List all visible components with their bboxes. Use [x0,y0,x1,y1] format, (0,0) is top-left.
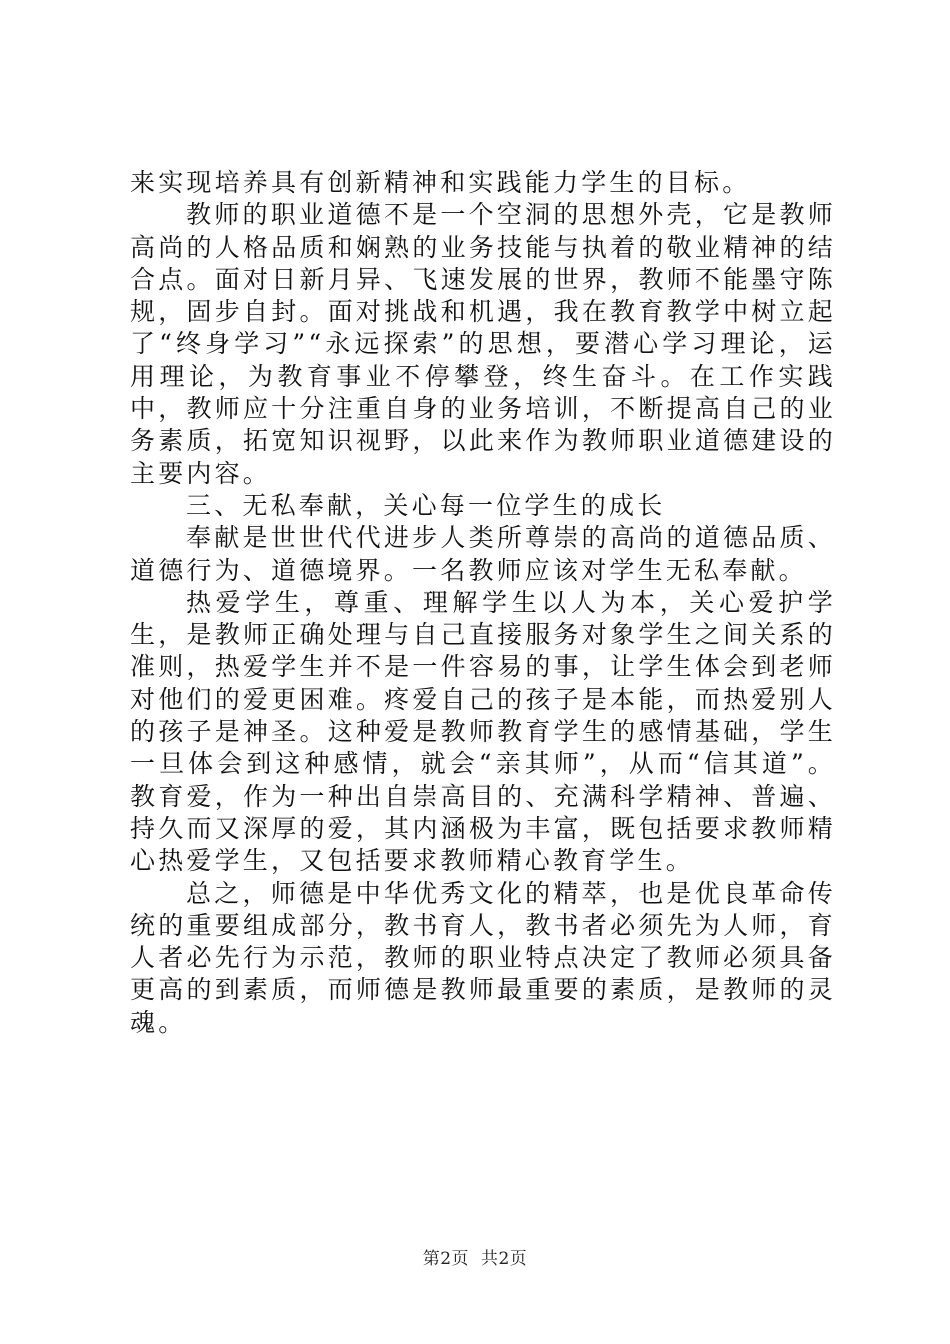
paragraph-continuation: 来实现培养具有创新精神和实践能力学生的目标。 [130,168,751,197]
paragraph-professional-ethics: 教师的职业道德不是一个空洞的思想外壳，它是教师高尚的人格品质和娴熟的业务技能与执着的敬业精神的结合点。面对日新月异、飞速发展的世界，教师不能墨守陈规，固步自封。面对挑战和机遇，我在教育教学中树立起了“终身学习”“永远探索”的思想，要潜心学习理论，运用理论，为教育事业不停攀登，终生奋斗。在工作实践中，教师应十分注重自身的业务培训，不断提高自己的业务素质，拓宽知识视野，以此来作为教师职业道德建设的主要内容。 [130,200,836,488]
section-heading-selfless-dedication: 三、无私奉献，关心每一位学生的成长 [186,490,666,520]
paragraph-dedication: 奉献是世世代代进步人类所尊崇的高尚的道德品质、道德行为、道德境界。一名教师应该对学生无私奉献。 [130,523,836,585]
paragraph-love-students: 热爱学生，尊重、理解学生以人为本，关心爱护学生，是教师正确处理与自己直接服务对象学生之间关系的准则，热爱学生并不是一件容易的事，让学生体会到老师对他们的爱更困难。疼爱自己的孩子是本能，而热爱别人的孩子是神圣。这种爱是教师教育学生的感情基础，学生一旦体会到这种感情，就会“亲其师”，从而“信其道”。教育爱，作为一种出自崇高目的、充满科学精神、普遍、持久而又深厚的爱，其内涵极为丰富，既包括要求教师精心热爱学生，又包括要求教师精心教育学生。 [130,587,836,876]
page-number: 第2页 [422,1249,470,1269]
paragraph-conclusion: 总之，师德是中华优秀文化的精萃，也是优良革命传统的重要组成部分，教书育人，教书者必须先为人师，育人者必先行为示范，教师的职业特点决定了教师必须具备更高的到素质，而师德是教师最重要的素质，是教师的灵魂。 [130,878,836,1037]
document-body [130,167,836,1039]
page-total: 共2页 [480,1249,528,1269]
page-footer [0,1244,950,1269]
